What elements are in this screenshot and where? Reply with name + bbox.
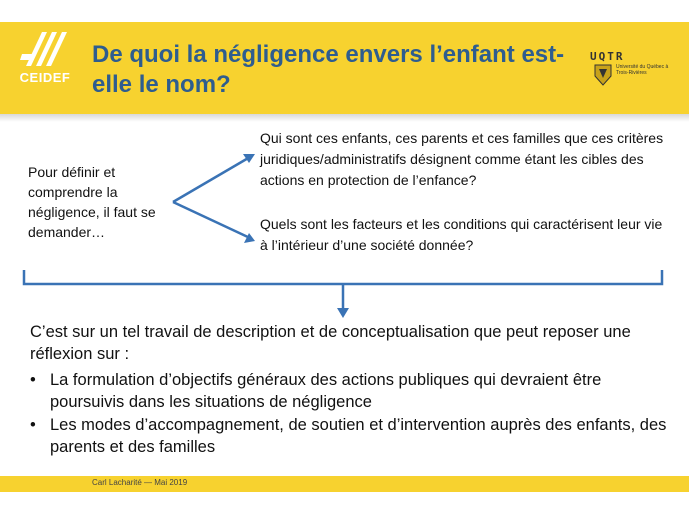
- arrowhead-upper-icon: [243, 154, 255, 163]
- bullet-text: La formulation d’objectifs généraux des actions publiques qui devraient être poursuivis dans les situations de négligence: [50, 371, 602, 411]
- bullet-icon: •: [30, 371, 36, 389]
- page-title: De quoi la négligence envers l’enfant est-elle le nom?: [92, 41, 565, 98]
- list-item: [30, 414, 670, 458]
- diagram-left-text: Pour définir et comprendre la négligence, il faut se demander…: [28, 164, 156, 240]
- uqtr-subtitle: Université du Québec à Trois-Rivières: [616, 64, 669, 76]
- diagram-question-2: Quels sont les facteurs et les conditions qui caractérisent leur vie à l’intérieur d’une société donnée?: [260, 216, 663, 253]
- conclusion-intro: C’est sur un tel travail de description et de conceptualisation que peut reposer une réflexion sur :: [30, 323, 631, 363]
- arrow-lower: [173, 202, 250, 238]
- arrow-upper: [173, 157, 250, 202]
- diagram-question-1: Qui sont ces enfants, ces parents et ces familles que ces critères juridiques/administratifs désignent comme étant les cibles des actions en protection de l’enfance?: [260, 130, 664, 188]
- arrowhead-down-icon: [337, 308, 349, 318]
- uqtr-wordmark: UQTR: [590, 50, 625, 63]
- list-item: [30, 369, 670, 413]
- arrowhead-lower-icon: [244, 233, 255, 243]
- conclusion-bullet-list: [30, 369, 670, 459]
- bullet-icon: •: [30, 416, 36, 434]
- bullet-text: Les modes d’accompagnement, de soutien et d’intervention auprès des enfants, des parents et des familles: [50, 416, 667, 456]
- bracket-line: [24, 270, 662, 284]
- footer-text: Carl Lacharité — Mai 2019: [92, 478, 188, 487]
- ceidef-logo-text: CEIDEF: [19, 70, 71, 85]
- footer-band: [0, 476, 689, 492]
